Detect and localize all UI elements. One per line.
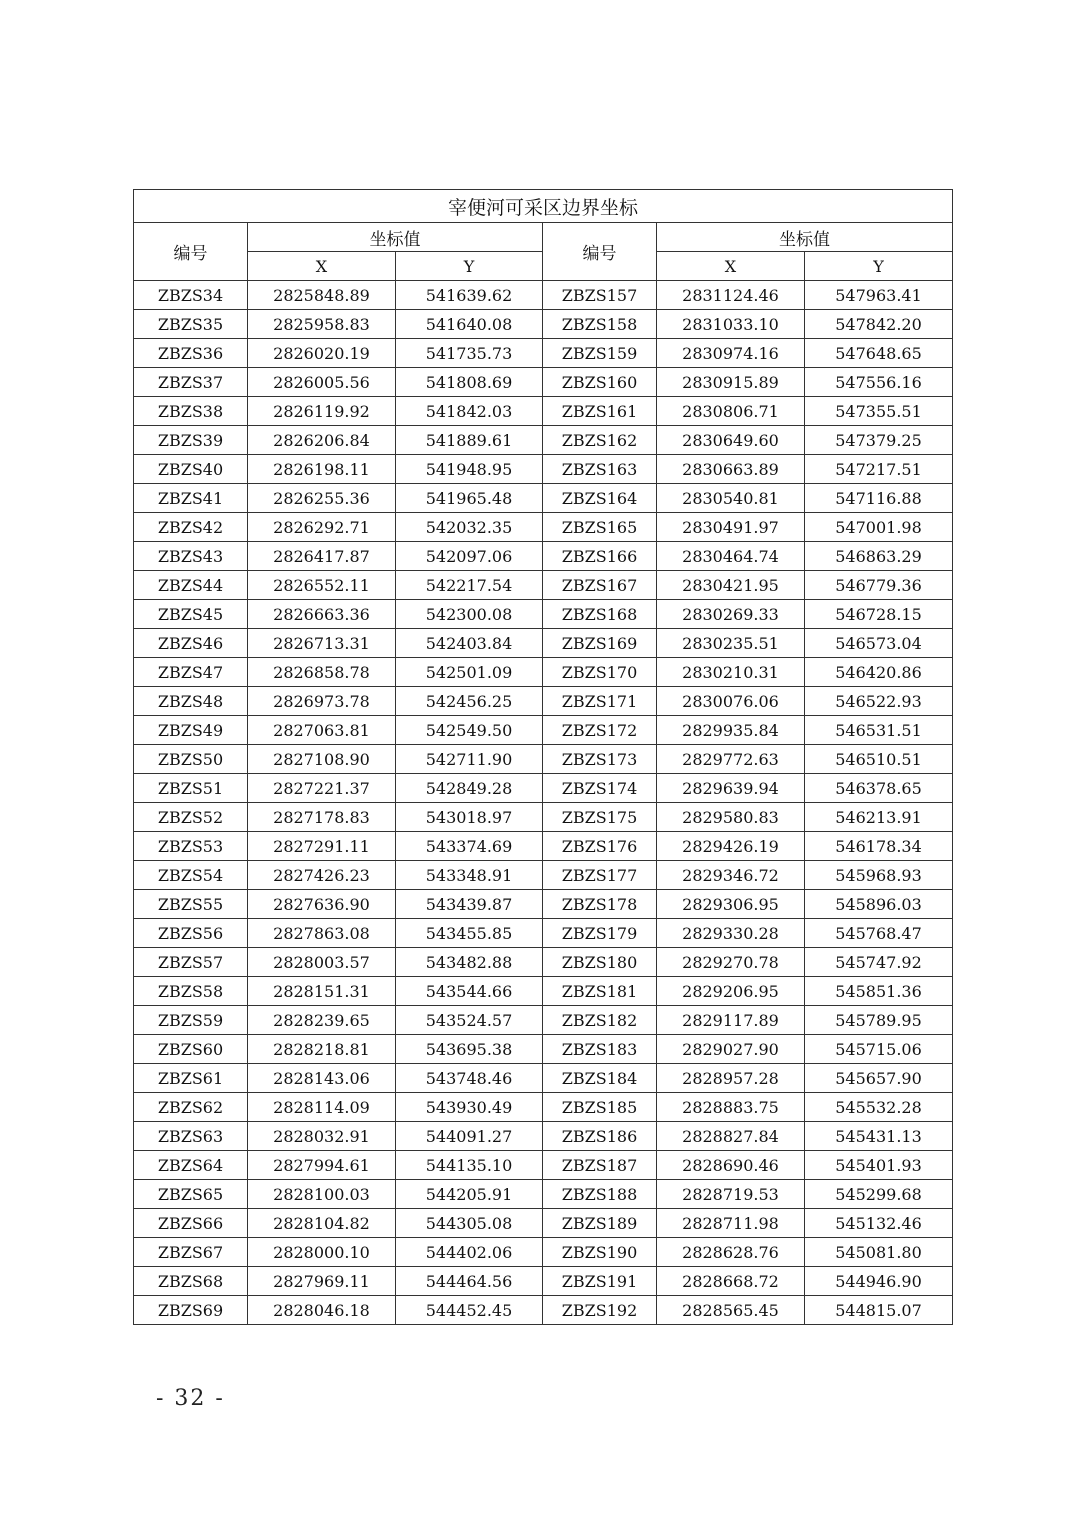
x-value-right: 2829330.28	[657, 919, 805, 948]
y-value-right: 546213.91	[805, 803, 953, 832]
point-id-right: ZBZS171	[543, 687, 657, 716]
y-value-right: 547379.25	[805, 426, 953, 455]
x-value-right: 2828690.46	[657, 1151, 805, 1180]
point-id-right: ZBZS187	[543, 1151, 657, 1180]
point-id-left: ZBZS46	[134, 629, 248, 658]
point-id-right: ZBZS164	[543, 484, 657, 513]
y-value-right: 546531.51	[805, 716, 953, 745]
point-id-left: ZBZS49	[134, 716, 248, 745]
point-id-left: ZBZS54	[134, 861, 248, 890]
point-id-right: ZBZS183	[543, 1035, 657, 1064]
point-id-left: ZBZS47	[134, 658, 248, 687]
y-value-right: 546863.29	[805, 542, 953, 571]
table-row	[134, 542, 953, 571]
y-value-right: 545768.47	[805, 919, 953, 948]
point-id-right: ZBZS189	[543, 1209, 657, 1238]
point-id-right: ZBZS177	[543, 861, 657, 890]
y-value-left: 544402.06	[396, 1238, 543, 1267]
point-id-left: ZBZS42	[134, 513, 248, 542]
table-body	[134, 281, 953, 1325]
point-id-right: ZBZS191	[543, 1267, 657, 1296]
point-id-right: ZBZS184	[543, 1064, 657, 1093]
x-value-right: 2830491.97	[657, 513, 805, 542]
table-row	[134, 1209, 953, 1238]
x-value-left: 2826858.78	[248, 658, 396, 687]
y-value-left: 543455.85	[396, 919, 543, 948]
table-row	[134, 1296, 953, 1325]
y-value-left: 542300.08	[396, 600, 543, 629]
header-id-right: 编号	[543, 223, 657, 281]
y-value-left: 543348.91	[396, 861, 543, 890]
y-value-right: 545896.03	[805, 890, 953, 919]
y-value-left: 543748.46	[396, 1064, 543, 1093]
point-id-left: ZBZS63	[134, 1122, 248, 1151]
y-value-left: 541639.62	[396, 281, 543, 310]
y-value-left: 541965.48	[396, 484, 543, 513]
y-value-right: 545081.80	[805, 1238, 953, 1267]
y-value-right: 547842.20	[805, 310, 953, 339]
y-value-right: 546420.86	[805, 658, 953, 687]
x-value-right: 2828957.28	[657, 1064, 805, 1093]
point-id-right: ZBZS173	[543, 745, 657, 774]
point-id-right: ZBZS178	[543, 890, 657, 919]
point-id-right: ZBZS190	[543, 1238, 657, 1267]
coordinate-table	[133, 189, 953, 1325]
point-id-right: ZBZS179	[543, 919, 657, 948]
x-value-right: 2829426.19	[657, 832, 805, 861]
table-row	[134, 339, 953, 368]
x-value-left: 2825958.83	[248, 310, 396, 339]
x-value-left: 2826713.31	[248, 629, 396, 658]
y-value-left: 544452.45	[396, 1296, 543, 1325]
point-id-right: ZBZS157	[543, 281, 657, 310]
table-row	[134, 1006, 953, 1035]
point-id-right: ZBZS163	[543, 455, 657, 484]
y-value-left: 542217.54	[396, 571, 543, 600]
point-id-left: ZBZS39	[134, 426, 248, 455]
point-id-left: ZBZS35	[134, 310, 248, 339]
point-id-left: ZBZS59	[134, 1006, 248, 1035]
y-value-right: 547001.98	[805, 513, 953, 542]
y-value-right: 544946.90	[805, 1267, 953, 1296]
x-value-right: 2828827.84	[657, 1122, 805, 1151]
point-id-left: ZBZS69	[134, 1296, 248, 1325]
point-id-left: ZBZS44	[134, 571, 248, 600]
header-x-right: X	[657, 252, 805, 281]
y-value-left: 542849.28	[396, 774, 543, 803]
x-value-left: 2826198.11	[248, 455, 396, 484]
y-value-left: 542097.06	[396, 542, 543, 571]
point-id-left: ZBZS58	[134, 977, 248, 1006]
y-value-left: 542456.25	[396, 687, 543, 716]
header-id-left: 编号	[134, 223, 248, 281]
point-id-right: ZBZS158	[543, 310, 657, 339]
point-id-left: ZBZS51	[134, 774, 248, 803]
table-row	[134, 774, 953, 803]
x-value-right: 2830974.16	[657, 339, 805, 368]
y-value-left: 541889.61	[396, 426, 543, 455]
x-value-left: 2826255.36	[248, 484, 396, 513]
y-value-left: 543374.69	[396, 832, 543, 861]
y-value-left: 543695.38	[396, 1035, 543, 1064]
x-value-left: 2828218.81	[248, 1035, 396, 1064]
x-value-left: 2828100.03	[248, 1180, 396, 1209]
table-row	[134, 310, 953, 339]
point-id-right: ZBZS188	[543, 1180, 657, 1209]
point-id-left: ZBZS53	[134, 832, 248, 861]
table-row	[134, 281, 953, 310]
x-value-left: 2828000.10	[248, 1238, 396, 1267]
table-row	[134, 1238, 953, 1267]
point-id-right: ZBZS180	[543, 948, 657, 977]
table-row	[134, 687, 953, 716]
point-id-right: ZBZS166	[543, 542, 657, 571]
point-id-left: ZBZS65	[134, 1180, 248, 1209]
point-id-left: ZBZS41	[134, 484, 248, 513]
header-coord-right: 坐标值	[657, 223, 953, 252]
y-value-right: 546728.15	[805, 600, 953, 629]
x-value-right: 2829935.84	[657, 716, 805, 745]
y-value-right: 547648.65	[805, 339, 953, 368]
table-title: 宰便河可采区边界坐标	[134, 190, 953, 223]
y-value-right: 546378.65	[805, 774, 953, 803]
table-row	[134, 600, 953, 629]
table-row	[134, 890, 953, 919]
x-value-left: 2827636.90	[248, 890, 396, 919]
table-row	[134, 861, 953, 890]
point-id-right: ZBZS186	[543, 1122, 657, 1151]
point-id-right: ZBZS172	[543, 716, 657, 745]
x-value-right: 2829027.90	[657, 1035, 805, 1064]
point-id-right: ZBZS181	[543, 977, 657, 1006]
y-value-right: 545132.46	[805, 1209, 953, 1238]
table-row	[134, 629, 953, 658]
point-id-left: ZBZS57	[134, 948, 248, 977]
x-value-left: 2828239.65	[248, 1006, 396, 1035]
y-value-right: 547116.88	[805, 484, 953, 513]
y-value-right: 545851.36	[805, 977, 953, 1006]
y-value-right: 545401.93	[805, 1151, 953, 1180]
y-value-right: 545532.28	[805, 1093, 953, 1122]
y-value-right: 547556.16	[805, 368, 953, 397]
table-row	[134, 745, 953, 774]
point-id-left: ZBZS37	[134, 368, 248, 397]
point-id-left: ZBZS60	[134, 1035, 248, 1064]
point-id-right: ZBZS168	[543, 600, 657, 629]
y-value-left: 543018.97	[396, 803, 543, 832]
point-id-right: ZBZS176	[543, 832, 657, 861]
x-value-left: 2827178.83	[248, 803, 396, 832]
y-value-right: 546178.34	[805, 832, 953, 861]
x-value-right: 2828565.45	[657, 1296, 805, 1325]
y-value-left: 543524.57	[396, 1006, 543, 1035]
y-value-left: 542501.09	[396, 658, 543, 687]
y-value-left: 541640.08	[396, 310, 543, 339]
x-value-left: 2828143.06	[248, 1064, 396, 1093]
point-id-right: ZBZS182	[543, 1006, 657, 1035]
x-value-left: 2826206.84	[248, 426, 396, 455]
y-value-left: 541735.73	[396, 339, 543, 368]
y-value-left: 543439.87	[396, 890, 543, 919]
point-id-right: ZBZS192	[543, 1296, 657, 1325]
x-value-left: 2827863.08	[248, 919, 396, 948]
table-row	[134, 1093, 953, 1122]
x-value-left: 2827969.11	[248, 1267, 396, 1296]
x-value-right: 2830540.81	[657, 484, 805, 513]
y-value-right: 545747.92	[805, 948, 953, 977]
x-value-right: 2830649.60	[657, 426, 805, 455]
table-row	[134, 368, 953, 397]
y-value-left: 544205.91	[396, 1180, 543, 1209]
header-y-left: Y	[396, 252, 543, 281]
page-number: - 32 -	[156, 1386, 225, 1411]
point-id-right: ZBZS185	[543, 1093, 657, 1122]
x-value-right: 2829772.63	[657, 745, 805, 774]
x-value-right: 2828668.72	[657, 1267, 805, 1296]
y-value-left: 541948.95	[396, 455, 543, 484]
point-id-left: ZBZS66	[134, 1209, 248, 1238]
table-row	[134, 803, 953, 832]
x-value-right: 2830421.95	[657, 571, 805, 600]
table-row	[134, 571, 953, 600]
x-value-right: 2831124.46	[657, 281, 805, 310]
y-value-left: 542403.84	[396, 629, 543, 658]
x-value-right: 2830663.89	[657, 455, 805, 484]
y-value-right: 545715.06	[805, 1035, 953, 1064]
x-value-left: 2827108.90	[248, 745, 396, 774]
x-value-right: 2828883.75	[657, 1093, 805, 1122]
x-value-right: 2828711.98	[657, 1209, 805, 1238]
table-row	[134, 1064, 953, 1093]
y-value-left: 543544.66	[396, 977, 543, 1006]
x-value-right: 2829346.72	[657, 861, 805, 890]
y-value-right: 546573.04	[805, 629, 953, 658]
table-row	[134, 1151, 953, 1180]
x-value-left: 2826552.11	[248, 571, 396, 600]
y-value-right: 547963.41	[805, 281, 953, 310]
point-id-left: ZBZS56	[134, 919, 248, 948]
x-value-left: 2826973.78	[248, 687, 396, 716]
table-row	[134, 658, 953, 687]
x-value-right: 2829639.94	[657, 774, 805, 803]
y-value-left: 542032.35	[396, 513, 543, 542]
y-value-right: 545657.90	[805, 1064, 953, 1093]
point-id-right: ZBZS169	[543, 629, 657, 658]
x-value-left: 2826292.71	[248, 513, 396, 542]
y-value-left: 543482.88	[396, 948, 543, 977]
point-id-right: ZBZS174	[543, 774, 657, 803]
table-row	[134, 1035, 953, 1064]
point-id-left: ZBZS50	[134, 745, 248, 774]
x-value-left: 2828046.18	[248, 1296, 396, 1325]
point-id-left: ZBZS43	[134, 542, 248, 571]
point-id-right: ZBZS170	[543, 658, 657, 687]
point-id-left: ZBZS68	[134, 1267, 248, 1296]
point-id-right: ZBZS167	[543, 571, 657, 600]
point-id-left: ZBZS61	[134, 1064, 248, 1093]
point-id-left: ZBZS36	[134, 339, 248, 368]
y-value-left: 542711.90	[396, 745, 543, 774]
y-value-right: 544815.07	[805, 1296, 953, 1325]
x-value-right: 2829117.89	[657, 1006, 805, 1035]
x-value-right: 2830915.89	[657, 368, 805, 397]
y-value-right: 547217.51	[805, 455, 953, 484]
table-row	[134, 716, 953, 745]
y-value-right: 546522.93	[805, 687, 953, 716]
point-id-right: ZBZS165	[543, 513, 657, 542]
table-row	[134, 1267, 953, 1296]
x-value-right: 2829580.83	[657, 803, 805, 832]
y-value-right: 545299.68	[805, 1180, 953, 1209]
x-value-left: 2827426.23	[248, 861, 396, 890]
x-value-left: 2826119.92	[248, 397, 396, 426]
point-id-left: ZBZS64	[134, 1151, 248, 1180]
x-value-left: 2827291.11	[248, 832, 396, 861]
y-value-right: 547355.51	[805, 397, 953, 426]
table-row	[134, 1180, 953, 1209]
x-value-left: 2827221.37	[248, 774, 396, 803]
y-value-left: 544091.27	[396, 1122, 543, 1151]
x-value-right: 2829306.95	[657, 890, 805, 919]
y-value-left: 543930.49	[396, 1093, 543, 1122]
table-row	[134, 484, 953, 513]
table-row	[134, 832, 953, 861]
y-value-left: 541808.69	[396, 368, 543, 397]
point-id-left: ZBZS38	[134, 397, 248, 426]
x-value-left: 2826663.36	[248, 600, 396, 629]
y-value-right: 546779.36	[805, 571, 953, 600]
x-value-left: 2828003.57	[248, 948, 396, 977]
x-value-right: 2829270.78	[657, 948, 805, 977]
x-value-left: 2827994.61	[248, 1151, 396, 1180]
x-value-right: 2828719.53	[657, 1180, 805, 1209]
x-value-left: 2828104.82	[248, 1209, 396, 1238]
x-value-right: 2830269.33	[657, 600, 805, 629]
table-row	[134, 919, 953, 948]
x-value-left: 2827063.81	[248, 716, 396, 745]
x-value-right: 2831033.10	[657, 310, 805, 339]
x-value-left: 2826417.87	[248, 542, 396, 571]
header-x-left: X	[248, 252, 396, 281]
point-id-right: ZBZS159	[543, 339, 657, 368]
x-value-right: 2830235.51	[657, 629, 805, 658]
x-value-left: 2828032.91	[248, 1122, 396, 1151]
point-id-right: ZBZS160	[543, 368, 657, 397]
point-id-left: ZBZS40	[134, 455, 248, 484]
table-row	[134, 397, 953, 426]
x-value-left: 2826020.19	[248, 339, 396, 368]
point-id-left: ZBZS45	[134, 600, 248, 629]
x-value-right: 2830076.06	[657, 687, 805, 716]
x-value-right: 2830210.31	[657, 658, 805, 687]
table-row	[134, 1122, 953, 1151]
x-value-right: 2828628.76	[657, 1238, 805, 1267]
x-value-left: 2826005.56	[248, 368, 396, 397]
header-coord-left: 坐标值	[248, 223, 543, 252]
y-value-left: 544305.08	[396, 1209, 543, 1238]
y-value-left: 544135.10	[396, 1151, 543, 1180]
x-value-right: 2830806.71	[657, 397, 805, 426]
point-id-left: ZBZS34	[134, 281, 248, 310]
point-id-right: ZBZS175	[543, 803, 657, 832]
header-y-right: Y	[805, 252, 953, 281]
x-value-left: 2828114.09	[248, 1093, 396, 1122]
table-row	[134, 977, 953, 1006]
y-value-right: 545789.95	[805, 1006, 953, 1035]
point-id-right: ZBZS161	[543, 397, 657, 426]
point-id-left: ZBZS55	[134, 890, 248, 919]
table-row	[134, 426, 953, 455]
point-id-left: ZBZS48	[134, 687, 248, 716]
y-value-left: 542549.50	[396, 716, 543, 745]
point-id-left: ZBZS67	[134, 1238, 248, 1267]
point-id-left: ZBZS62	[134, 1093, 248, 1122]
x-value-left: 2828151.31	[248, 977, 396, 1006]
y-value-right: 545431.13	[805, 1122, 953, 1151]
point-id-right: ZBZS162	[543, 426, 657, 455]
y-value-right: 546510.51	[805, 745, 953, 774]
table-row	[134, 948, 953, 977]
x-value-left: 2825848.89	[248, 281, 396, 310]
x-value-right: 2830464.74	[657, 542, 805, 571]
point-id-left: ZBZS52	[134, 803, 248, 832]
y-value-left: 544464.56	[396, 1267, 543, 1296]
y-value-left: 541842.03	[396, 397, 543, 426]
x-value-right: 2829206.95	[657, 977, 805, 1006]
table-row	[134, 513, 953, 542]
table-row	[134, 455, 953, 484]
y-value-right: 545968.93	[805, 861, 953, 890]
